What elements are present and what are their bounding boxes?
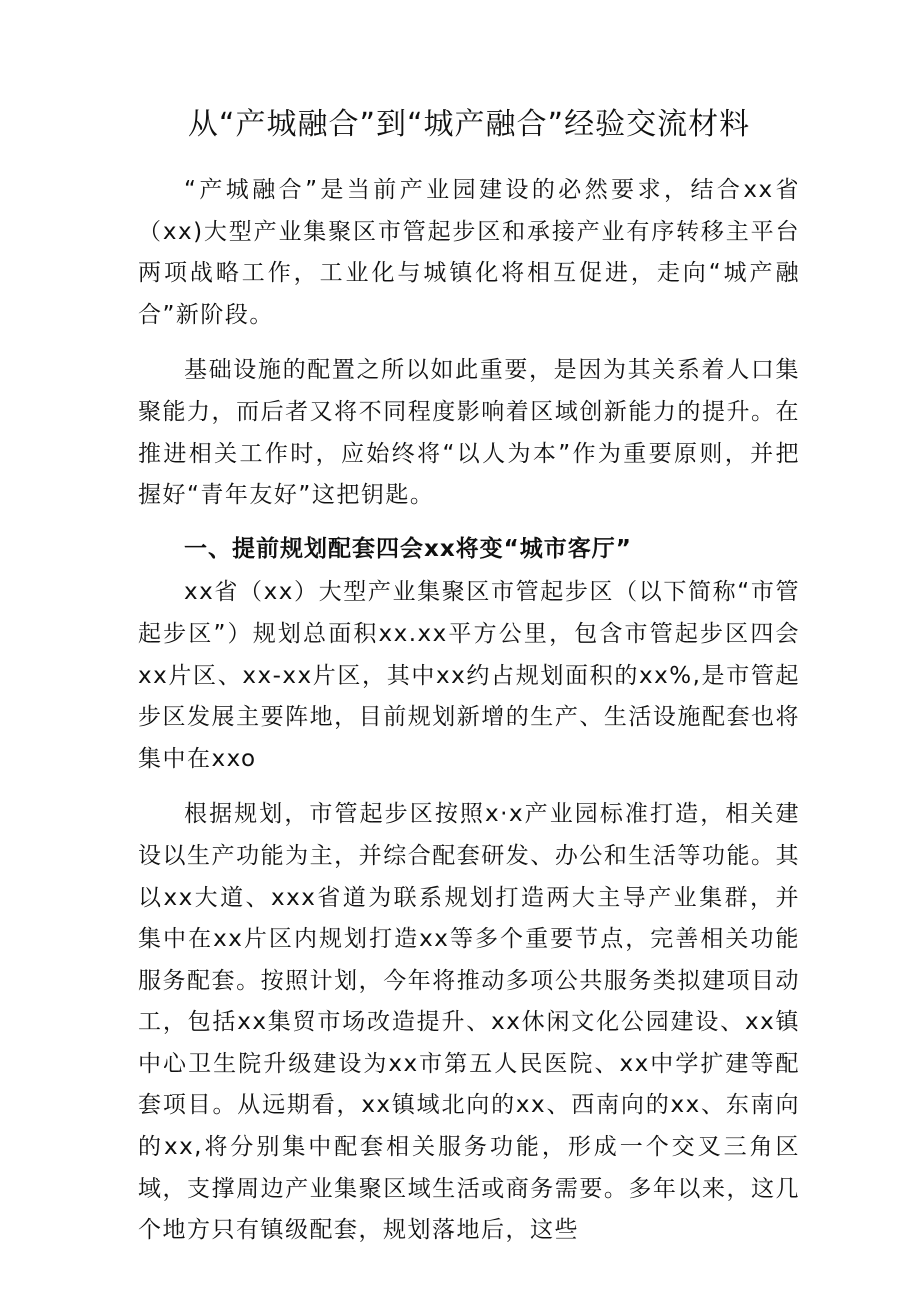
section-paragraph-2: 根据规划，市管起步区按照x·x产业园标准打造，相关建设以生产功能为主，并综合配套研发、办公和生活等功能。其以xx大道、xxx省道为联系规划打造两大主导产业集群，并集中在xx片区内规划打造xx等多个重要节点，完善相关功能服务配套。按照计划，今年将推动多项公共服务类拟建项目动工，包括xx集贸市场改造提升、xx休闲文化公园建设、xx镇中心卫生院升级建设为xx市第五人民医院、xx中学扩建等配套项目。从远期看，xx镇域北向的xx、西南向的xx、东南向的xx,将分别集中配套相关服务功能，形成一个交叉三角区域，支撑周边产业集聚区域生活或商务需要。多年以来，这几个地方只有镇级配套，规划落地后，这些 bbox=[138, 801, 800, 1244]
section-paragraph-1: xx省（xx）大型产业集聚区市管起步区（以下简称“市管起步区”）规划总面积xx.xx平方公里，包含市管起步区四会xx片区、xx-xx片区，其中xx约占规划面积的xx%,是市管起步区发展主要阵地，目前规划新增的生产、生活设施配套也将集中在xxo bbox=[138, 579, 800, 772]
section-heading-1: 一、提前规划配套四会xx将变“城市客厅” bbox=[184, 535, 632, 562]
document-title: 从“产城融合”到“城产融合”经验交流材料 bbox=[187, 107, 751, 142]
intro-paragraph-1: “产城融合”是当前产业园建设的必然要求，结合xx省（xx)大型产业集聚区市管起步区和承接产业有序转移主平台两项战略工作，工业化与城镇化将相互促进，走向“城产融合”新阶段。 bbox=[138, 177, 800, 328]
intro-paragraph-2: 基础设施的配置之所以如此重要，是因为其关系着人口集聚能力，而后者又将不同程度影响着区域创新能力的提升。在推进相关工作时，应始终将“以人为本”作为重要原则，并把握好“青年友好”这把钥匙。 bbox=[138, 357, 800, 509]
